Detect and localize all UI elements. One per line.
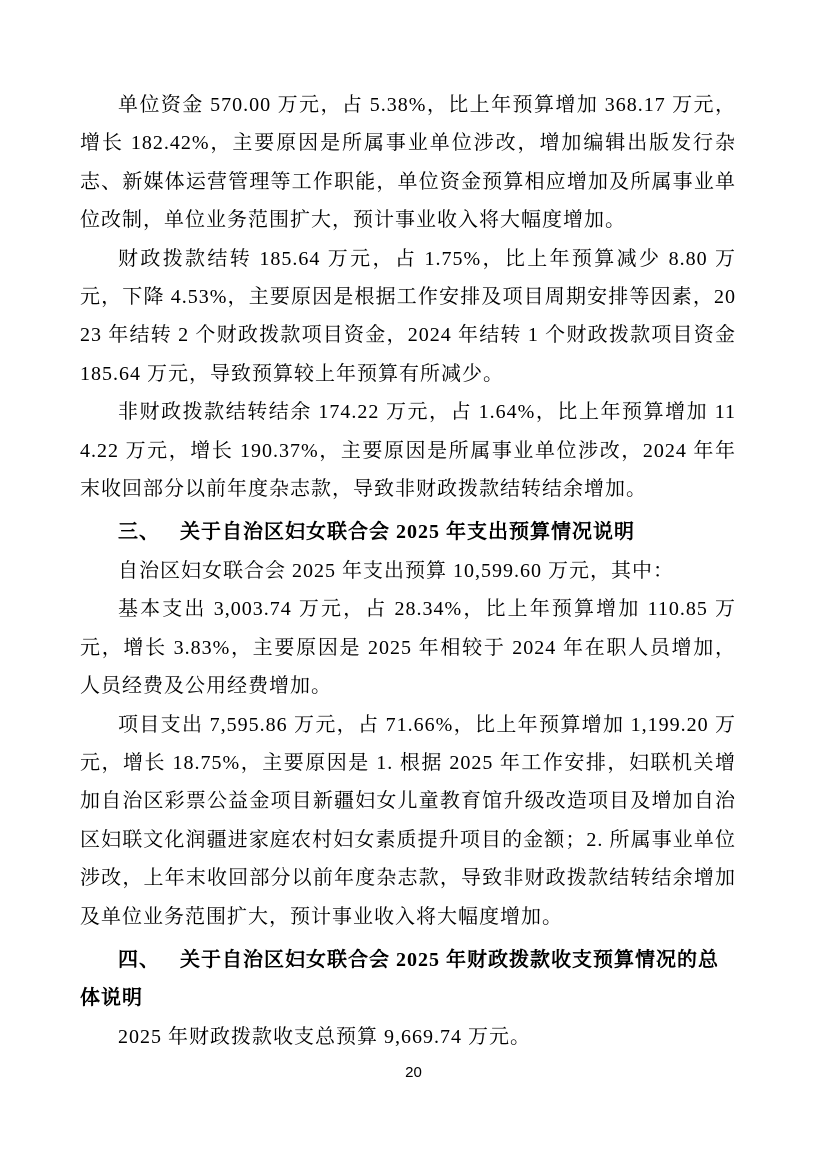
page-number: 20 <box>405 1064 422 1081</box>
paragraph-nonfiscal-carryover: 非财政拨款结转结余 174.22 万元，占 1.64%，比上年预算增加 114.22 万元，增长 190.37%，主要原因是所属事业单位涉改，2024 年年末收回部分以前年度杂志款，导致非财政拨款结转结余增加。 <box>80 401 736 501</box>
paragraph-fiscal-total-budget: 2025 年财政拨款收支总预算 9,669.74 万元。 <box>118 1025 531 1048</box>
paragraph-unit-funds: 单位资金 570.00 万元，占 5.38%，比上年预算增加 368.17 万元，增长 182.42%，主要原因是所属事业单位涉改，增加编辑出版发行杂志、新媒体运营管理等工作职能，单位资金预算相应增加及所属事业单位改制，单位业务范围扩大，预计事业收入将大幅度增加。 <box>80 94 736 232</box>
paragraph-expenditure-total: 自治区妇女联合会 2025 年支出预算 10,599.60 万元，其中： <box>118 559 674 582</box>
document-content <box>80 86 736 1056</box>
section-heading-three <box>80 513 736 551</box>
paragraph-basic-expenditure: 基本支出 3,003.74 万元，占 28.34%，比上年预算增加 110.85 万元，增长 3.83%，主要原因是 2025 年相较于 2024 年在职人员增加，人员经费及公用经费增加。 <box>80 598 736 698</box>
section-three-number: 三、 <box>118 521 160 544</box>
section-heading-four <box>80 941 736 1018</box>
section-three-title: 关于自治区妇女联合会 2025 年支出预算情况说明 <box>180 521 635 544</box>
paragraph-project-expenditure: 项目支出 7,595.86 万元，占 71.66%，比上年预算增加 1,199.20 万元，增长 18.75%，主要原因是 1. 根据 2025 年工作安排，妇联机关增加自治区彩票公益金项目新疆妇女儿童教育馆升级改造项目及增加自治区妇联文化润疆进家庭农村妇女素质提升项目的金额；2. 所属事业单位涉改，上年末收回部分以前年度杂志款，导致非财政拨款结转结余增加及单位业务范围扩大，预计事业收入将大幅度增加。 <box>80 713 736 928</box>
paragraph-fiscal-carryover: 财政拨款结转 185.64 万元，占 1.75%，比上年预算减少 8.80 万元，下降 4.53%，主要原因是根据工作安排及项目周期安排等因素，2023 年结转 2 个财政拨款项目资金，2024 年结转 1 个财政拨款项目资金 185.64 万元，导致预算较上年预算有所减少。 <box>80 247 736 385</box>
section-four-number: 四、 <box>118 948 160 971</box>
section-four-title: 关于自治区妇女联合会 2025 年财政拨款收支预算情况的总体说明 <box>80 948 719 1010</box>
